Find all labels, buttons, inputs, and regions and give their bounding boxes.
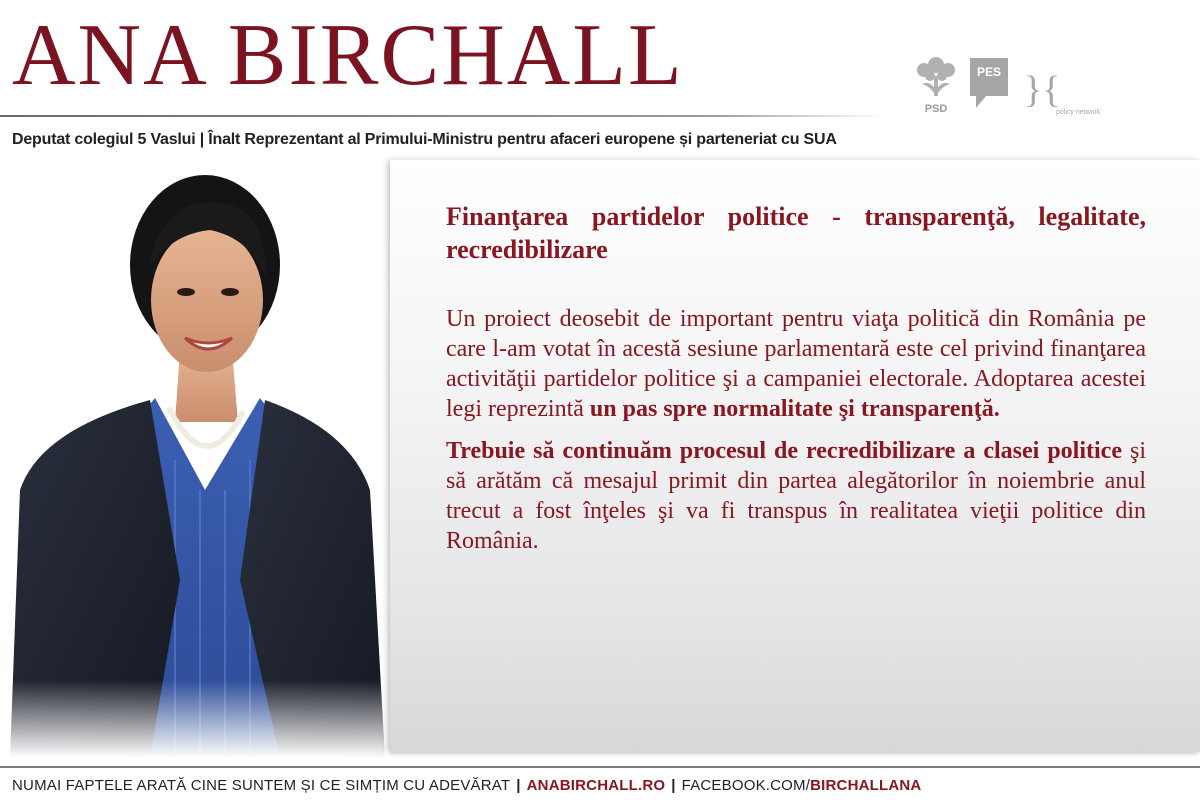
psd-logo-label: PSD bbox=[924, 103, 948, 115]
paragraph-1-emphasis: un pas spre normalitate şi transparenţă. bbox=[589, 396, 1000, 422]
article bbox=[446, 200, 1146, 568]
paragraph-2-text: şi să arătăm că mesajul primit din partea alegătorilor în noiembrie anul trecut a fost înţeles şi va fi transpus în realitatea vieţii politice din România. bbox=[446, 438, 1146, 554]
party-logos bbox=[912, 56, 1102, 118]
subtitle: Deputat colegiul 5 Vaslui | Înalt Reprezentant al Primului-Ministru pentru afaceri europene și parteneriat cu SUA bbox=[12, 131, 837, 148]
paragraph-2-emphasis: Trebuie să continuăm procesul de recredibilizare a clasei politice bbox=[446, 438, 1122, 464]
policy-network-symbol: }{ bbox=[1024, 69, 1061, 111]
page-title: ANA BIRCHALL bbox=[12, 7, 684, 104]
footer-slogan: NUMAI FAPTELE ARATĂ CINE SUNTEM ȘI CE SIMȚIM CU ADEVĂRAT bbox=[12, 777, 511, 794]
psd-logo-icon bbox=[912, 56, 960, 116]
header-divider bbox=[0, 115, 885, 117]
pes-logo-icon bbox=[968, 56, 1010, 110]
content-panel bbox=[390, 160, 1200, 752]
article-heading: Finanţarea partidelor politice - transparenţă, legalitate, recredibilizare bbox=[446, 202, 1146, 264]
paragraph-1-text: Un proiect deosebit de important pentru viaţa politică din România pe care l-am votat în acestă sesiune parlamentară este cel privind finanţarea activităţii partidelor politice şi a campaniei electorale. Adoptarea acestei legi reprezintă bbox=[446, 306, 1146, 422]
footer-separator: | bbox=[516, 777, 521, 794]
facebook-handle: BIRCHALLANA bbox=[810, 777, 922, 794]
footer bbox=[0, 766, 1200, 802]
footer-separator: | bbox=[671, 777, 676, 794]
facebook-link[interactable] bbox=[682, 777, 922, 794]
pes-logo-label: PES bbox=[976, 65, 1002, 79]
facebook-prefix: FACEBOOK.COM/ bbox=[681, 777, 811, 794]
article-paragraph-1 bbox=[446, 304, 1146, 424]
website-link[interactable]: ANABIRCHALL.RO bbox=[526, 777, 666, 794]
policy-network-logo-icon bbox=[1022, 62, 1102, 118]
footer-line bbox=[12, 777, 921, 794]
article-paragraph-2 bbox=[446, 436, 1146, 556]
portrait-photo bbox=[0, 160, 390, 758]
policy-network-label: policy network bbox=[1056, 109, 1101, 116]
